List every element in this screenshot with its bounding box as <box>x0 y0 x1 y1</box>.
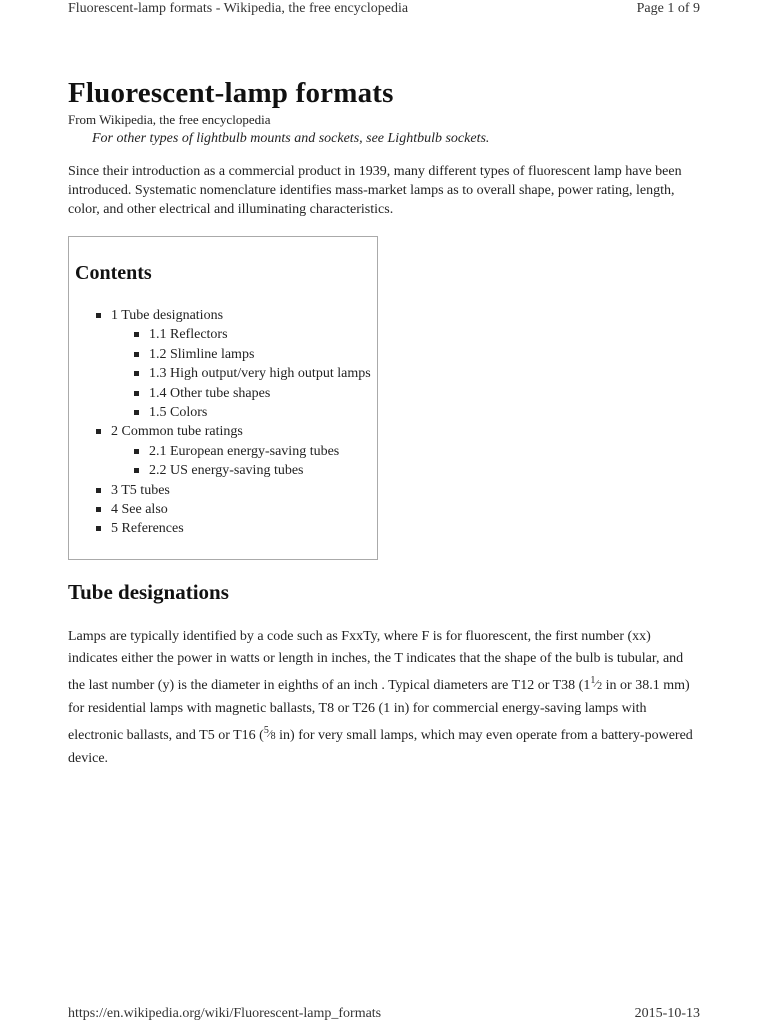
toc-subitem[interactable] <box>111 364 372 383</box>
bullet-icon <box>134 332 139 337</box>
toc-subitem-label[interactable]: 1.4 Other tube shapes <box>149 385 271 401</box>
toc-item-label[interactable]: 3 T5 tubes <box>111 482 170 498</box>
bullet-icon <box>134 391 139 396</box>
bullet-icon <box>96 429 101 434</box>
print-footer <box>68 1006 700 1024</box>
fraction-denominator: 2 <box>597 681 603 692</box>
site-subtitle: From Wikipedia, the free encyclopedia <box>68 112 271 127</box>
bullet-icon <box>134 449 139 454</box>
toc-sublist <box>74 325 372 422</box>
table-of-contents <box>68 236 378 560</box>
toc-sublist <box>74 442 372 481</box>
print-header <box>68 1 700 21</box>
print-footer-date: 2015-10-13 <box>634 1006 700 1021</box>
toc-subitem-label[interactable]: 1.3 High output/very high output lamps <box>149 366 371 382</box>
toc-item[interactable] <box>74 481 372 500</box>
toc-subitem-label[interactable]: 2.1 European energy-saving tubes <box>149 443 340 459</box>
section-paragraph <box>68 626 700 770</box>
toc-item[interactable] <box>74 519 372 538</box>
toc-subitem-label[interactable]: 2.2 US energy-saving tubes <box>149 463 304 479</box>
toc-list <box>74 306 372 539</box>
bullet-icon <box>134 371 139 376</box>
print-footer-url[interactable]: https://en.wikipedia.org/wiki/Fluorescent-lamp_formats <box>68 1006 382 1021</box>
section-text-part: in or 38.1 mm) for residential lamps with magnetic ballasts, T8 or T26 (1 in) for commercial energy-saving lamps with electronic ballasts, and T5 or T16 ( <box>68 678 690 743</box>
bullet-icon <box>134 352 139 357</box>
hatnote: For other types of lightbulb mounts and sockets, see Lightbulb sockets. <box>92 131 490 146</box>
section-text-part: Lamps are typically identified by a code such as FxxTy, where F is for fluorescent, the first number (xx) indicates either the power in watts or length in inches, the T indicates that the shape of the bulb is tubular, and the last number (y) is the diameter in eighths of an inch . Typical diameters are T12 or T38 (1 <box>68 629 684 693</box>
toc-item-label[interactable]: 5 References <box>111 521 184 537</box>
section-heading: Tube designations <box>68 580 229 604</box>
toc-subitem-label[interactable]: 1.1 Reflectors <box>149 327 228 343</box>
fraction-five-eighths: $^5⁄_8$ <box>263 725 276 742</box>
intro-paragraph: Since their introduction as a commercial product in 1939, many different types of fluorescent lamp have been introduced. Systematic nomenclature identifies mass-market lamps as to overall shape, power rating, length, color, and other electrical and illuminating characteristics. <box>68 164 682 217</box>
page-title: Fluorescent-lamp formats <box>68 77 394 109</box>
toc-subitem[interactable] <box>111 442 372 461</box>
print-header-title: Fluorescent-lamp formats - Wikipedia, the free encyclopedia <box>68 1 409 16</box>
fraction-denominator: 8 <box>270 731 276 742</box>
bullet-icon <box>96 507 101 512</box>
bullet-icon <box>96 488 101 493</box>
toc-item[interactable] <box>74 422 372 480</box>
toc-item[interactable] <box>74 306 372 422</box>
bullet-icon <box>96 526 101 531</box>
toc-subitem[interactable] <box>111 461 372 480</box>
article-content <box>68 74 700 770</box>
toc-item-label[interactable]: 1 Tube designations <box>111 308 224 323</box>
toc-subitem[interactable] <box>111 345 372 364</box>
fraction-numerator: 5 <box>263 725 269 736</box>
fraction-numerator: 1 <box>590 675 596 686</box>
section-text-part: in) for very small lamps, which may even operate from a battery-powered device. <box>68 728 693 766</box>
print-header-page-number: Page 1 of 9 <box>636 1 700 16</box>
toc-subitem-label[interactable]: 1.2 Slimline lamps <box>149 346 255 362</box>
toc-subitem-label[interactable]: 1.5 Colors <box>149 405 208 421</box>
toc-title: Contents <box>75 262 152 284</box>
bullet-icon <box>96 313 101 318</box>
toc-subitem[interactable] <box>111 384 372 403</box>
fraction-one-half: $^1⁄_2$ <box>590 675 603 692</box>
toc-item-label[interactable]: 2 Common tube ratings <box>111 424 243 440</box>
toc-item[interactable] <box>74 500 372 519</box>
toc-item-label[interactable]: 4 See also <box>111 502 168 518</box>
bullet-icon <box>134 468 139 473</box>
toc-subitem[interactable] <box>111 403 372 422</box>
bullet-icon <box>134 410 139 415</box>
toc-subitem[interactable] <box>111 325 372 344</box>
